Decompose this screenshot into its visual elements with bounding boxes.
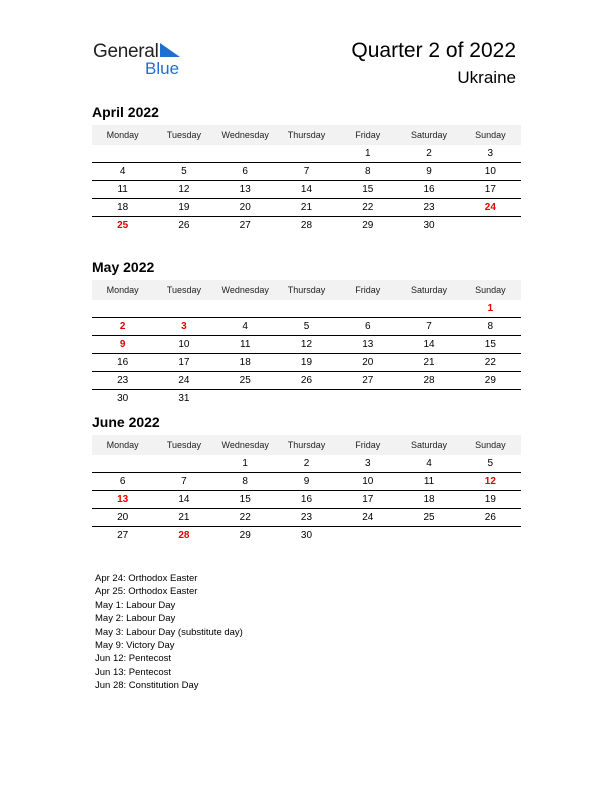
day-cell: 4 [119,166,126,177]
day-cell: 13 [117,494,129,505]
holiday-note: May 3: Labour Day (substitute day) [95,626,243,638]
weekday-label: Friday [355,285,381,295]
day-cell: 24 [484,202,496,213]
day-cell: 22 [484,357,496,368]
week-row [92,318,521,336]
day-cell: 25 [239,375,251,386]
week-row [92,181,521,199]
calendar-grid [92,125,521,234]
day-cell: 3 [364,458,371,469]
day-cell: 5 [487,458,494,469]
week-row [92,473,521,491]
day-cell: 15 [362,184,374,195]
day-cell: 27 [117,530,129,541]
day-cell: 23 [423,202,435,213]
day-cell: 14 [300,184,313,195]
day-cell: 17 [362,494,374,505]
day-cell: 5 [181,166,187,177]
weekday-label: Thursday [287,285,326,295]
day-cell: 19 [300,357,313,368]
day-cell: 30 [117,393,129,404]
day-cell: 1 [364,148,371,159]
day-cell: 22 [362,202,374,213]
holiday-note: May 1: Labour Day [95,599,176,611]
day-cell: 11 [423,476,435,487]
day-cell: 9 [119,339,126,350]
country-name: Ukraine [457,68,516,87]
weekday-label: Sunday [475,285,506,295]
day-cell: 24 [362,512,374,523]
day-cell: 23 [117,375,129,386]
month-may [92,259,521,407]
holiday-notes [95,572,243,693]
month-title: April 2022 [92,104,159,120]
day-cell: 27 [362,375,374,386]
month-title: May 2022 [92,259,155,275]
day-cell: 7 [181,476,187,487]
holiday-note: May 2: Labour Day [95,613,176,625]
day-cell: 9 [426,166,432,177]
day-cell: 17 [178,357,190,368]
day-cell: 10 [362,476,374,487]
day-cell: 8 [364,166,371,177]
day-cell: 23 [300,512,313,523]
day-cell: 25 [117,220,129,231]
day-cell: 1 [487,303,494,314]
day-cell: 24 [178,375,190,386]
day-cell: 1 [242,458,248,469]
day-cell: 19 [484,494,496,505]
week-row [92,336,521,354]
day-cell: 29 [362,220,374,231]
day-cell: 18 [117,202,129,213]
day-cell: 12 [484,476,496,487]
day-cell: 12 [178,184,190,195]
page-title: Quarter 2 of 2022 [351,39,516,62]
week-row [92,372,521,390]
weekday-label: Sunday [475,440,506,450]
weekday-label: Sunday [475,130,506,140]
day-cell: 8 [242,476,248,487]
day-cell: 14 [423,339,435,350]
holiday-note: Jun 13: Pentecost [95,666,172,678]
week-row [92,354,521,372]
holiday-note: Apr 24: Orthodox Easter [95,573,198,584]
day-cell: 6 [242,166,248,177]
month-june [92,414,521,544]
calendar-grid [92,435,521,544]
day-cell: 16 [117,357,129,368]
weekday-label: Thursday [287,440,326,450]
day-cell: 15 [484,339,496,350]
day-cell: 13 [239,184,251,195]
brand-name-general: General [93,41,159,62]
day-cell: 2 [426,148,432,159]
weekday-label: Tuesday [166,440,202,450]
day-cell: 25 [423,512,435,523]
day-cell: 7 [426,321,432,332]
weekday-label: Tuesday [166,130,202,140]
day-cell: 26 [300,375,313,386]
week-row [92,217,521,234]
day-cell: 29 [239,530,251,541]
month-title: June 2022 [92,414,160,430]
day-cell: 20 [239,202,251,213]
weekday-label: Saturday [411,440,448,450]
week-row [92,455,521,473]
day-cell: 21 [178,512,190,523]
weekday-label: Monday [106,440,139,450]
day-cell: 13 [362,339,374,350]
week-row [92,199,521,217]
holiday-note: Jun 28: Constitution Day [95,680,199,692]
weekday-label: Tuesday [166,285,202,295]
day-cell: 10 [178,339,190,350]
day-cell: 19 [178,202,190,213]
day-cell: 2 [303,458,310,469]
holiday-note: Jun 12: Pentecost [95,653,172,665]
day-cell: 30 [300,530,313,541]
weekday-label: Monday [106,130,139,140]
week-row [92,527,521,544]
day-cell: 3 [181,321,187,332]
day-cell: 5 [303,321,310,332]
brand-name-blue: Blue [145,59,180,78]
day-cell: 30 [423,220,435,231]
day-cell: 15 [239,494,251,505]
day-cell: 26 [484,512,496,523]
weekday-label: Wednesday [221,130,269,140]
weekday-header-row [92,280,521,300]
day-cell: 11 [117,184,128,195]
week-row [92,491,521,509]
day-cell: 3 [487,148,494,159]
day-cell: 11 [240,339,251,350]
weekday-label: Friday [355,130,381,140]
day-cell: 28 [300,220,313,231]
day-cell: 28 [423,375,435,386]
day-cell: 20 [362,357,374,368]
day-cell: 8 [487,321,494,332]
day-cell: 26 [178,220,190,231]
week-row [92,390,521,407]
day-cell: 18 [423,494,435,505]
brand-logo [93,38,193,80]
holiday-note: May 9: Victory Day [95,640,175,652]
day-cell: 17 [484,184,496,195]
day-cell: 28 [178,530,190,541]
day-cell: 4 [242,321,248,332]
weekday-label: Wednesday [221,440,269,450]
weekday-header-row [92,125,521,145]
week-row [92,300,521,318]
day-cell: 16 [300,494,313,505]
day-cell: 29 [484,375,496,386]
day-cell: 18 [239,357,251,368]
day-cell: 6 [364,321,371,332]
calendar-grid [92,280,521,407]
weekday-header-row [92,435,521,455]
day-cell: 27 [239,220,251,231]
day-cell: 2 [119,321,126,332]
day-cell: 10 [484,166,496,177]
holiday-note: Apr 25: Orthodox Easter [95,586,198,598]
weekday-label: Monday [106,285,139,295]
day-cell: 22 [239,512,251,523]
day-cell: 21 [423,357,435,368]
day-cell: 12 [300,339,313,350]
weekday-label: Wednesday [221,285,269,295]
day-cell: 16 [423,184,435,195]
weekday-label: Friday [355,440,381,450]
day-cell: 4 [426,458,432,469]
day-cell: 7 [303,166,310,177]
weekday-label: Saturday [411,285,448,295]
month-april [92,104,521,234]
flag-triangle-icon [158,43,182,59]
day-cell: 9 [303,476,310,487]
weekday-label: Thursday [287,130,326,140]
day-cell: 21 [300,202,313,213]
day-cell: 31 [178,393,190,404]
week-row [92,163,521,181]
day-cell: 6 [119,476,126,487]
day-cell: 14 [178,494,190,505]
week-row [92,145,521,163]
week-row [92,509,521,527]
day-cell: 20 [117,512,129,523]
weekday-label: Saturday [411,130,448,140]
